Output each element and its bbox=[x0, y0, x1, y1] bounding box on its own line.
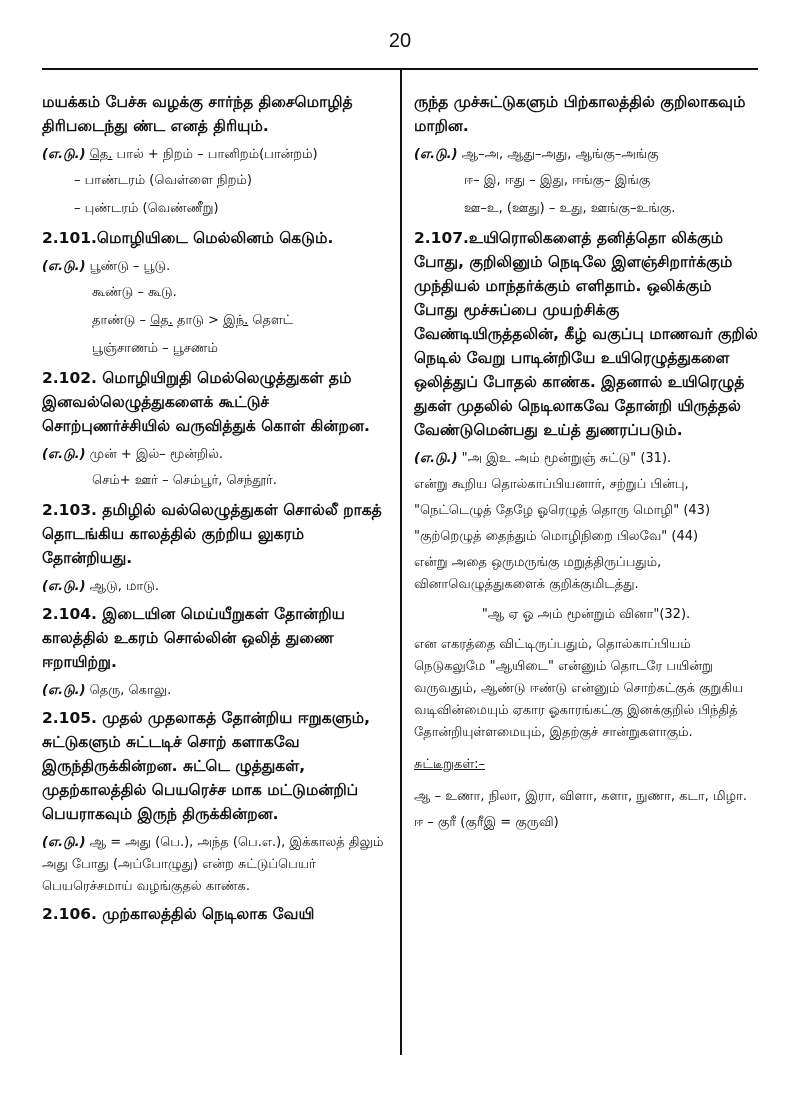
section-heading-2-103: 2.103. தமிழில் வல்லெழுத்துகள் சொல்லீ றாகத் தொடங்கிய காலத்தில் குற்றிய லுகரம் தோன்றியது. bbox=[42, 501, 382, 567]
example-2-107: (எ.டு.) "அ இஉ அம் மூன்றுஞ் சுட்டு" (31). bbox=[414, 451, 672, 466]
quotation: "குற்றெழுத் தைந்தும் மொழிநிறை பிலவே" (44) bbox=[414, 529, 699, 544]
body-text: என எகரத்தை விட்டிருப்பதும், தொல்காப்பியம் நெடுகலுமே "ஆயிடை" என்னும் தொடரே பயின்று வருவதும், ஆண்டு ஈண்டு என்னும் சொற்கட்குக் குறுகிய வடிவின்மையும் ஏகார ஓகாரங்கட்கு இனக்குறில் பிந்தித் தோன்றியுள்ளமையும், இதற்குச் சான்றுகளாகும். bbox=[414, 637, 744, 740]
section-heading-2-101: 2.101.மொழியிடை மெல்லினம் கெடும். bbox=[42, 229, 334, 247]
list-item: ஈ – குரீ (குரீஇ = குருவி) bbox=[414, 815, 559, 830]
section-heading-2-107: 2.107.உயிரொலிகளைத் தனித்தொ லிக்கும் போது, குறிலினும் நெடிலே இளஞ்சிறார்க்கும் முந்தியல் மாந்தர்க்கும் எளிதாம். ஒலிக்கும் போது மூச்சுப்பை முயற்சிக்கு வேண்டியிருத்தலின், கீழ் வகுப்பு மாணவர் குறில் நெடில் வேறு பாடின்றியே உயிரெழுத்துகளை ஒலித்துப் போதல் காண்க. இதனால் உயிரெழுத் துகள் முதலில் நெடிலாகவே தோன்றி யிருத்தல் வேண்டுமென்பது உய்த் துணரப்படும். bbox=[414, 229, 758, 439]
column-divider bbox=[400, 70, 402, 1055]
example-line: செம்+ ஊர் – செம்பூர், செந்தூர். bbox=[92, 473, 277, 488]
example-line: தாண்டு – தெ. தாடு > இந். தௌட் bbox=[92, 313, 294, 328]
example-2-105: (எ.டு.) ஆ = அது (பெ.), அந்த (பெ.எ.), இக்காலத் திலும் அது போது (அப்போழுது) என்ற சுட்டுப்பெயர் பெயரெச்சமாய் வழங்குதல் காண்க. bbox=[42, 835, 384, 894]
example-line: ஊ–உ, (ஊது) – உது, ஊங்கு–உங்கு. bbox=[464, 201, 676, 216]
example-2-102: (எ.டு.) முன் + இல்– மூன்றில். bbox=[42, 447, 224, 462]
example-2-100: (எ.டு.) தெ. பால் + நிறம் – பானிறம்(பான்றம்) bbox=[42, 147, 318, 162]
body-text: என்று கூறிய தொல்காப்பியனார், சற்றுப் பின்பு, bbox=[414, 477, 689, 492]
page-number: 20 bbox=[388, 30, 412, 52]
right-column bbox=[414, 90, 758, 1080]
example-line: பூஞ்சாணம் – பூசணம் bbox=[92, 341, 218, 356]
example-line: கூண்டு – கூடு. bbox=[92, 285, 177, 300]
left-column bbox=[42, 90, 386, 1080]
quotation: "நெட்டெழுத் தேழே ஓரெழுத் தொரு மொழி" (43) bbox=[414, 503, 711, 518]
paragraph-continuation: மயக்கம் பேச்சு வழக்கு சார்ந்த திசைமொழித் திரிபடைந்து ண்ட எனத் திரியும். bbox=[42, 93, 353, 135]
example-2-106: (எ.டு.) ஆ–அ, ஆது–அது, ஆங்கு–அங்கு bbox=[414, 147, 659, 162]
example-2-104: (எ.டு.) தெரு, கொலு. bbox=[42, 683, 172, 698]
example-line: ஈ– இ, ஈது – இது, ஈங்கு– இங்கு bbox=[464, 173, 651, 188]
example-2-103: (எ.டு.) ஆடு, மாடு. bbox=[42, 579, 159, 594]
section-heading-2-102: 2.102. மொழியிறுதி மெல்லெழுத்துகள் தம் இனவல்லெழுத்துகளைக் கூட்டுச் சொற்புணர்ச்சியில் வருவித்துக் கொள் கின்றன. bbox=[42, 369, 370, 435]
section-heading-2-106: 2.106. முற்காலத்தில் நெடிலாக வேயி bbox=[42, 905, 315, 923]
section-heading-2-104: 2.104. இடையின மெய்யீறுகள் தோன்றிய காலத்தில் உகரம் சொல்லின் ஒலித் துணை ஈறாயிற்று. bbox=[42, 605, 345, 671]
list-item: ஆ – உணா, நிலா, இரா, விளா, களா, நுணா, கடா, மிழா. bbox=[414, 789, 748, 804]
example-line: – பாண்டரம் (வெள்ளை நிறம்) bbox=[74, 173, 252, 188]
paragraph-continuation: ருந்த முச்சுட்டுகளும் பிற்காலத்தில் குறிலாகவும் மாறின. bbox=[414, 93, 746, 135]
quotation-centered: "ஆ ஏ ஓ அம் மூன்றும் வினா"(32). bbox=[481, 607, 691, 622]
example-2-101: (எ.டு.) பூண்டு – பூடு. bbox=[42, 259, 171, 274]
subheading-demonstrative-endings: சுட்டீறுகள்:– bbox=[414, 757, 485, 772]
section-heading-2-105: 2.105. முதல் முதலாகத் தோன்றிய ஈறுகளும், சுட்டுகளும் சுட்டடிச் சொற் களாகவே இருந்திருக்கின்றன. சுட்டெ ழுத்துகள், முதற்காலத்தில் பெயரெச்ச மாக மட்டுமன்றிப் பெயராகவும் இருந் திருக்கின்றன. bbox=[42, 709, 370, 823]
body-text: என்று அதை ஒருமருங்கு மறுத்திருப்பதும், வினாவெழுத்துகளைக் குறிக்குமிடத்து. bbox=[414, 555, 662, 592]
example-line: – புண்டரம் (வெண்ணீறு) bbox=[74, 201, 219, 216]
